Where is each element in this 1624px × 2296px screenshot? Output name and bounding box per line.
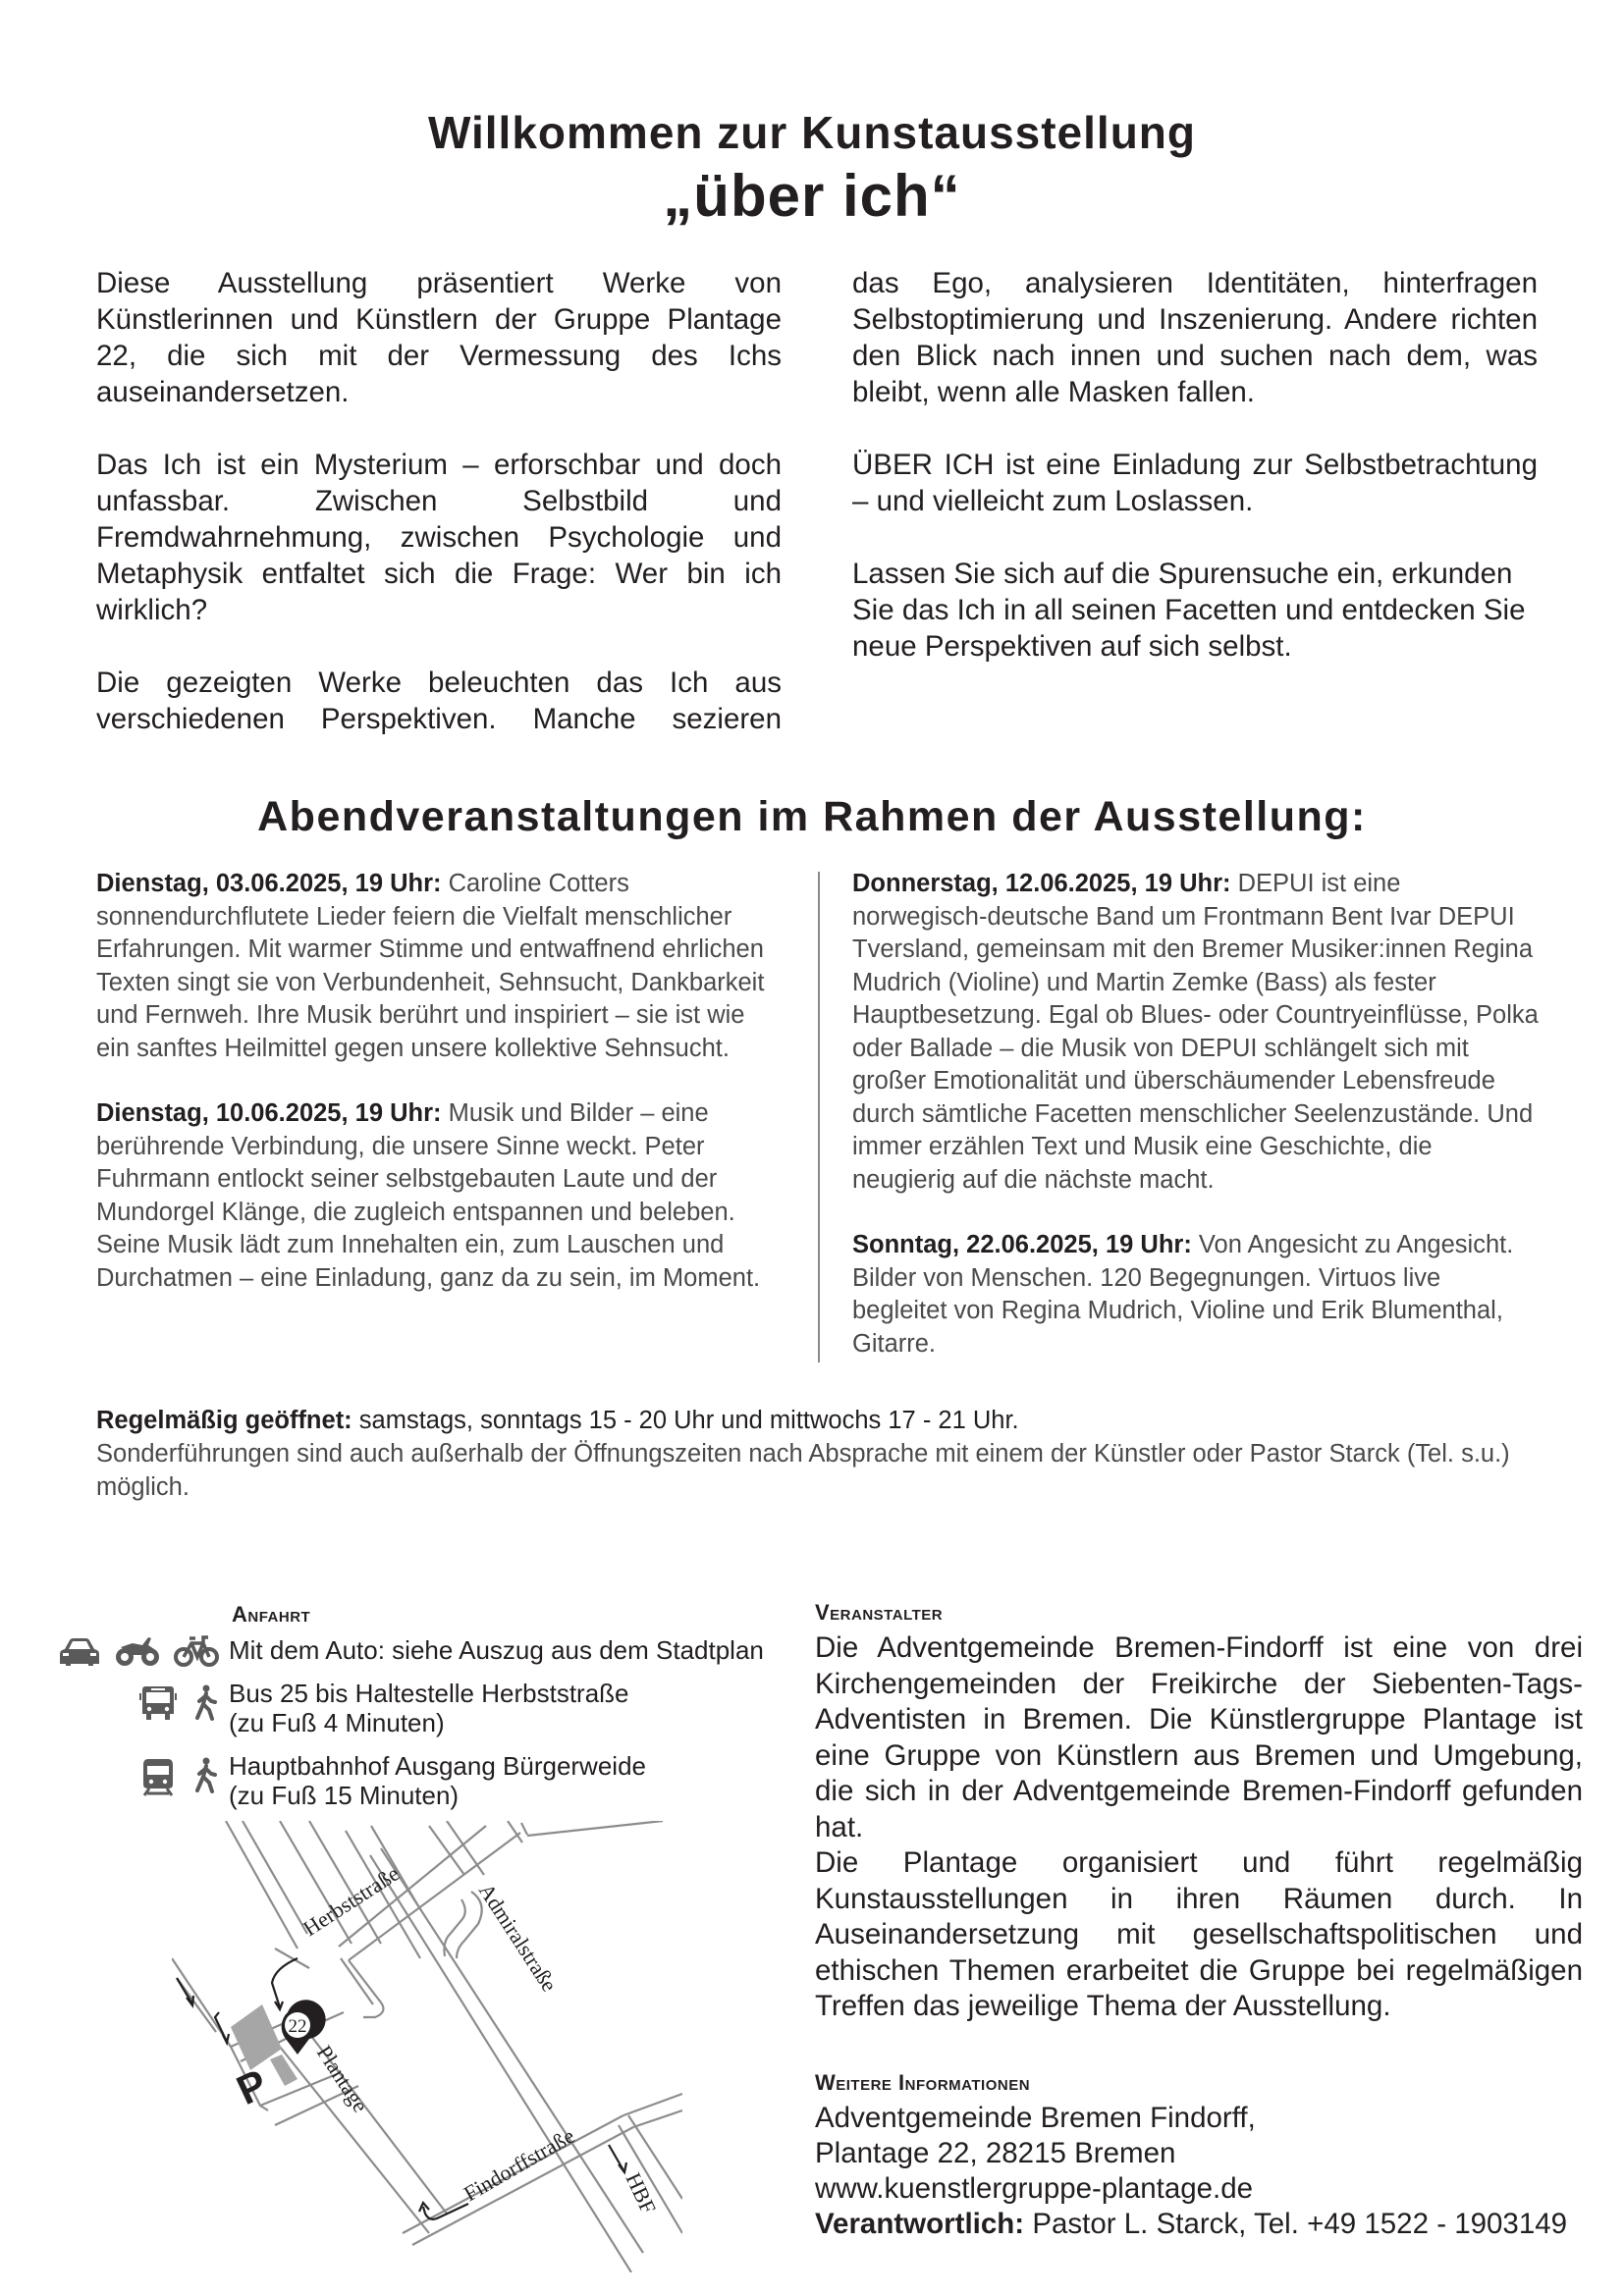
intro-paragraph: Das Ich ist ein Mysterium – erforschbar und doch unfassbar. Zwischen Selbstbild und Fremdwahrnehmung, zwischen Psychologie und Metaphysik entfaltet sich die Frage: Wer bin ich wirklich?: [96, 449, 782, 626]
street-label: Admiralstraße: [473, 1879, 563, 1997]
train-line: Hauptbahnhof Ausgang Bürgerweide: [229, 1751, 646, 1781]
street-label: HBF: [621, 2168, 662, 2217]
events-left-column: [96, 868, 784, 1327]
intro-paragraph: ÜBER ICH ist eine Einladung zur Selbstbetrachtung – und vielleicht zum Loslassen.: [852, 449, 1538, 517]
train-walk-time: (zu Fuß 15 Minuten): [229, 1781, 460, 1810]
event-date: Sonntag, 22.06.2025, 19 Uhr:: [852, 1231, 1192, 1258]
events-right-column: [852, 868, 1540, 1393]
responsible-line: [815, 2207, 1600, 2242]
opening-hours: [96, 1404, 1549, 1504]
train-icon: [141, 1757, 175, 1796]
bicycle-icon: [174, 1633, 219, 1667]
intro-paragraph: Diese Ausstellung präsentiert Werke von Künstlerinnen und Künstlern der Gruppe Plantage 22, die sich mit der Vermessung des Ichs auseinandersetzen.: [96, 267, 782, 408]
marker-number: 22: [288, 2016, 307, 2037]
responsible-contact: Pastor L. Starck, Tel. +49 1522 - 1903149: [1032, 2208, 1568, 2240]
pedestrian-icon: [192, 1757, 220, 1794]
directions-heading: Anfahrt: [232, 1602, 311, 1627]
intro-left-column: [96, 265, 782, 774]
intro-right-column: [852, 265, 1538, 701]
responsible-label: Verantwortlich:: [815, 2208, 1025, 2240]
bus-line: Bus 25 bis Haltestelle Herbststraße: [229, 1679, 629, 1708]
event-item: [852, 1229, 1540, 1361]
parking-label: P: [229, 2059, 275, 2114]
event-date: Dienstag, 10.06.2025, 19 Uhr:: [96, 1099, 442, 1127]
org-name: Adventgemeinde Bremen Findorff,: [815, 2102, 1256, 2134]
motorcycle-icon: [115, 1633, 160, 1667]
column-divider: [818, 872, 820, 1362]
car-icon: [59, 1637, 100, 1667]
bus-icon: [139, 1684, 177, 1722]
special-tours-note: Sonderführungen sind auch außerhalb der Öffnungszeiten nach Absprache mit einem der Künstler oder Pastor Starck (Tel. s.u.) möglich.: [96, 1440, 1510, 1501]
intro-paragraph: Die gezeigten Werke beleuchten das Ich aus verschiedenen Perspektiven. Manche sezieren: [96, 667, 782, 735]
event-item: [852, 868, 1540, 1197]
event-description: Caroline Cotters sonnendurchflutete Lieder feiern die Vielfalt menschlicher Erfahrungen. Mit warmer Stimme und entwaffnend ehrlichen Texten singt sie von Verbundenheit, Sehnsucht, Dankbarkeit und Fernweh. Ihre Musik berührt und inspiriert – sie ist wie ein sanftes Heilmittel gegen unsere kollektive Sehnsucht.: [96, 870, 765, 1062]
organizer-paragraph: Die Adventgemeinde Bremen-Findorff ist eine von drei Kirchengemeinden der Freikirche der Siebenten-Tags-Adventisten in Bremen. Die Künstlergruppe Plantage ist eine Gruppe von Künstlern aus Bremen und Umgebung, die sich in der Adventgemeinde Bremen-Findorff gefunden hat.: [815, 1631, 1583, 1843]
contact-info: [815, 2101, 1600, 2242]
opening-label: Regelmäßig geöffnet:: [96, 1407, 352, 1434]
event-description: Von Angesicht zu Angesicht. Bilder von Menschen. 120 Begegnungen. Virtuos live begleitet von Regina Mudrich, Violine und Erik Blumenthal, Gitarre.: [852, 1231, 1514, 1358]
travel-by-car: Mit dem Auto: siehe Auszug aus dem Stadtplan: [229, 1635, 764, 1665]
intro-paragraph: Lassen Sie sich auf die Spurensuche ein, erkunden Sie das Ich in all seinen Facetten und entdecken Sie neue Perspektiven auf sich selbst.: [852, 558, 1526, 663]
opening-times: samstags, sonntags 15 - 20 Uhr und mittwochs 17 - 21 Uhr.: [358, 1407, 1019, 1434]
event-date: Donnerstag, 12.06.2025, 19 Uhr:: [852, 870, 1231, 897]
organizer-heading: Veranstalter: [815, 1600, 944, 1625]
bus-walk-time: (zu Fuß 4 Minuten): [229, 1708, 445, 1737]
website-link[interactable]: www.kuenstlergruppe-plantage.de: [815, 2172, 1254, 2205]
event-item: [96, 1097, 784, 1295]
event-description: DEPUI ist eine norwegisch-deutsche Band um Frontmann Bent Ivar DEPUI Tversland, gemeinsam mit den Bremer Musiker:innen Regina Mudrich (Violine) und Martin Zemke (Bass) als fester Hauptbesetzung. Egal ob Blues- oder Countryeinflüsse, Polka oder Ballade – die Musik von DEPUI schlängelt sich mit großer Emotionalität und überschäumender Lebensfreude durch sämtliche Facetten menschlicher Seelenzustände. Und immer erzählen Text und Musik eine Geschichte, die neugierig auf die nächste macht.: [852, 870, 1539, 1194]
info-heading: Weitere Informationen: [815, 2070, 1031, 2095]
travel-by-train: [229, 1751, 646, 1810]
address: Plantage 22, 28215 Bremen: [815, 2137, 1176, 2169]
event-item: [96, 868, 784, 1065]
street-label: Herbststraße: [298, 1860, 404, 1942]
street-label: Findorffstraße: [460, 2122, 579, 2207]
exhibition-title: „über ich“: [663, 163, 961, 229]
events-heading: Abendveranstaltungen im Rahmen der Ausstellung:: [257, 793, 1367, 840]
event-date: Dienstag, 03.06.2025, 19 Uhr:: [96, 870, 442, 897]
intro-paragraph: das Ego, analysieren Identitäten, hinterfragen Selbstoptimierung und Inszenierung. Andere richten den Blick nach innen und suchen nach dem, was bleibt, wenn alle Masken fallen.: [852, 267, 1538, 408]
travel-by-bus: [229, 1679, 629, 1737]
organizer-paragraph: Die Plantage organisiert und führt regelmäßig Kunstausstellungen in ihren Räumen durch. In Auseinandersetzung mit gesellschaftspolitischen und ethischen Themen erarbeitet die Gruppe bei regelmäßigen Treffen das jeweilige Thema der Ausstellung.: [815, 1846, 1583, 2022]
organizer-text: [815, 1630, 1583, 2025]
street-label: Plantage: [311, 2041, 374, 2117]
city-map: [172, 1821, 682, 2272]
title-line-1: Willkommen zur Kunstausstellung: [427, 107, 1196, 158]
event-description: Musik und Bilder – eine berührende Verbindung, die unsere Sinne weckt. Peter Fuhrmann entlockt seiner selbstgebauten Laute und der Mundorgel Klänge, die zugleich entspannen und beleben. Seine Musik lädt zum Innehalten ein, zum Lauschen und Durchatmen – eine Einladung, ganz da zu sein, im Moment.: [96, 1099, 761, 1292]
pedestrian-icon: [192, 1684, 220, 1722]
